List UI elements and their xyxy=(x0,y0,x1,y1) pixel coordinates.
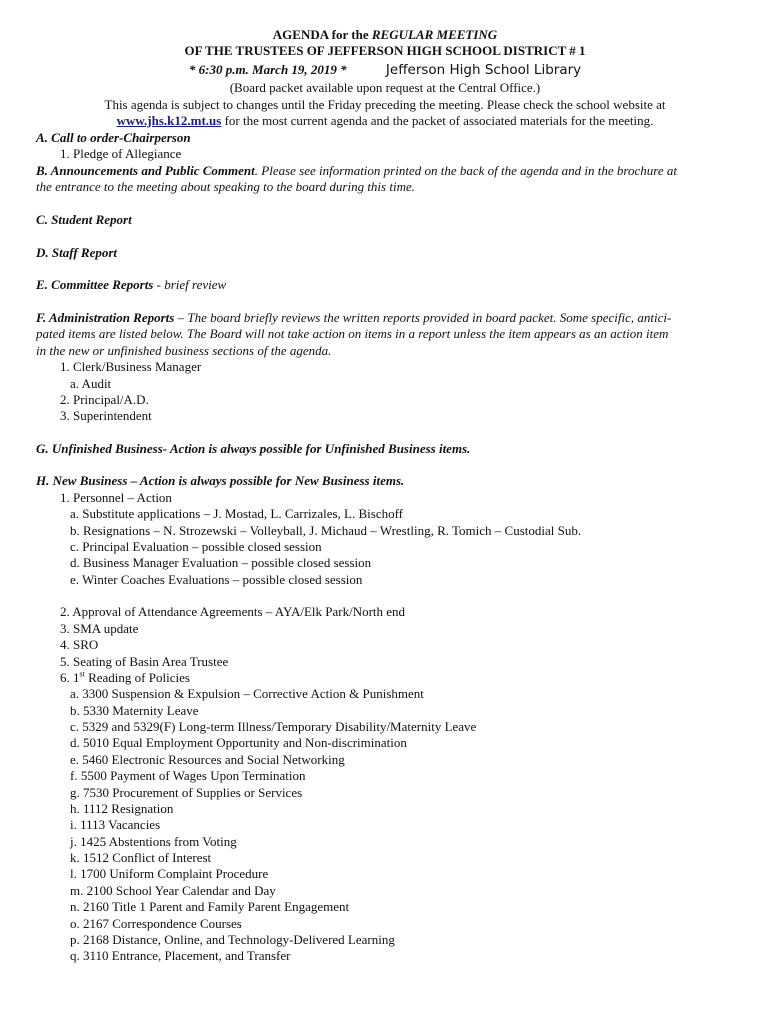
personnel-subitem: e. Winter Coaches Evaluations – possible closed session xyxy=(70,572,363,587)
meeting-time-location xyxy=(0,62,770,79)
policies-sup: st xyxy=(79,669,85,679)
personnel-subitem: d. Business Manager Evaluation – possible closed session xyxy=(70,555,372,570)
new-business-item: 2. Approval of Attendance Agreements – AYA/Elk Park/North end xyxy=(60,604,406,619)
section-g-heading: G. Unfinished Business- Action is always possible for Unfinished Business items. xyxy=(36,441,471,456)
section-a-heading: A. Call to order-Chairperson xyxy=(36,130,191,145)
notice-line-2-text: for the most current agenda and the packet of associated materials for the meeting. xyxy=(221,113,654,128)
policy-item: g. 7530 Procurement of Supplies or Services xyxy=(70,785,303,800)
section-f-text-3: in the new or unfinished business sections of the agenda. xyxy=(36,343,332,358)
personnel-item: 1. Personnel – Action xyxy=(60,490,172,505)
policy-item: c. 5329 and 5329(F) Long-term Illness/Temporary Disability/Maternity Leave xyxy=(70,719,477,734)
section-d-heading: D. Staff Report xyxy=(36,245,118,260)
section-f-item: 1. Clerk/Business Manager xyxy=(60,359,202,374)
policy-item: l. 1700 Uniform Complaint Procedure xyxy=(70,866,269,881)
section-c-heading: C. Student Report xyxy=(36,212,132,227)
policy-item: a. 3300 Suspension & Expulsion – Corrective Action & Punishment xyxy=(70,686,424,701)
new-business-item: 3. SMA update xyxy=(60,621,139,636)
policy-item: o. 2167 Correspondence Courses xyxy=(70,916,242,931)
section-f-item: a. Audit xyxy=(70,376,112,391)
policy-item: e. 5460 Electronic Resources and Social Networking xyxy=(70,752,345,767)
personnel-subitem: c. Principal Evaluation – possible closed session xyxy=(70,539,322,554)
new-business-item: 4. SRO xyxy=(60,637,99,652)
policies-num: 6. 1 xyxy=(60,670,80,685)
title-prefix: AGENDA for the xyxy=(272,27,372,42)
personnel-subitem: b. Resignations – N. Strozewski – Volleyball, J. Michaud – Wrestling, R. Tomich – Custodial Sub. xyxy=(70,523,582,538)
notice-line-2 xyxy=(0,113,770,130)
policy-item: n. 2160 Title 1 Parent and Family Parent Engagement xyxy=(70,899,350,914)
section-b-text-2: the entrance to the meeting about speaking to the board during this time. xyxy=(36,179,415,194)
policy-item: j. 1425 Abstentions from Voting xyxy=(70,834,237,849)
policy-item: d. 5010 Equal Employment Opportunity and Non-discrimination xyxy=(70,735,407,750)
section-h-heading: H. New Business – Action is always possible for New Business items. xyxy=(36,473,405,488)
policies-reading-item xyxy=(60,670,190,687)
personnel-subitem: a. Substitute applications – J. Mostad, L. Carrizales, L. Bischoff xyxy=(70,506,404,521)
section-b-text-1: . Please see information printed on the back of the agenda and in the brochure at xyxy=(254,163,677,178)
section-f-item: 3. Superintendent xyxy=(60,408,152,423)
notice-line-1: This agenda is subject to changes until the Friday preceding the meeting. Please check the school website at xyxy=(104,97,666,112)
agenda-subtitle: OF THE TRUSTEES OF JEFFERSON HIGH SCHOOL DISTRICT # 1 xyxy=(184,43,586,58)
policy-item: q. 3110 Entrance, Placement, and Transfer xyxy=(70,948,291,963)
section-e-heading: E. Committee Reports xyxy=(36,277,154,292)
policy-item: i. 1113 Vacancies xyxy=(70,817,161,832)
policy-item: f. 5500 Payment of Wages Upon Termination xyxy=(70,768,306,783)
meeting-time: * 6:30 p.m. March 19, 2019 * xyxy=(188,62,347,77)
policies-rest: Reading of Policies xyxy=(84,670,190,685)
section-e-suffix: - brief review xyxy=(153,277,227,292)
section-f-heading: F. Administration Reports xyxy=(36,310,175,325)
section-f-item: 2. Principal/A.D. xyxy=(60,392,149,407)
packet-note: (Board packet available upon request at the Central Office.) xyxy=(229,80,541,95)
new-business-item: 5. Seating of Basin Area Trustee xyxy=(60,654,229,669)
section-f-text-1: – The board briefly reviews the written reports provided in board packet. Some specific, antici- xyxy=(174,310,672,325)
policy-item: b. 5330 Maternity Leave xyxy=(70,703,199,718)
section-a-item: 1. Pledge of Allegiance xyxy=(60,146,182,161)
policy-item: k. 1512 Conflict of Interest xyxy=(70,850,212,865)
school-website-link[interactable]: www.jhs.k12.mt.us xyxy=(116,113,222,128)
policy-item: h. 1112 Resignation xyxy=(70,801,174,816)
meeting-location: Jefferson High School Library xyxy=(385,62,582,78)
section-f-text-2: pated items are listed below. The Board will not take action on items in a report unless the item appears as an action item xyxy=(36,326,669,341)
policy-item: m. 2100 School Year Calendar and Day xyxy=(70,883,276,898)
agenda-title xyxy=(0,27,770,44)
section-f-line-1 xyxy=(36,310,671,327)
section-b-line-1 xyxy=(36,163,677,180)
section-b-heading: B. Announcements and Public Comment xyxy=(36,163,255,178)
section-e-line xyxy=(36,277,226,294)
title-italic: REGULAR MEETING xyxy=(371,27,498,42)
policy-item: p. 2168 Distance, Online, and Technology-Delivered Learning xyxy=(70,932,395,947)
